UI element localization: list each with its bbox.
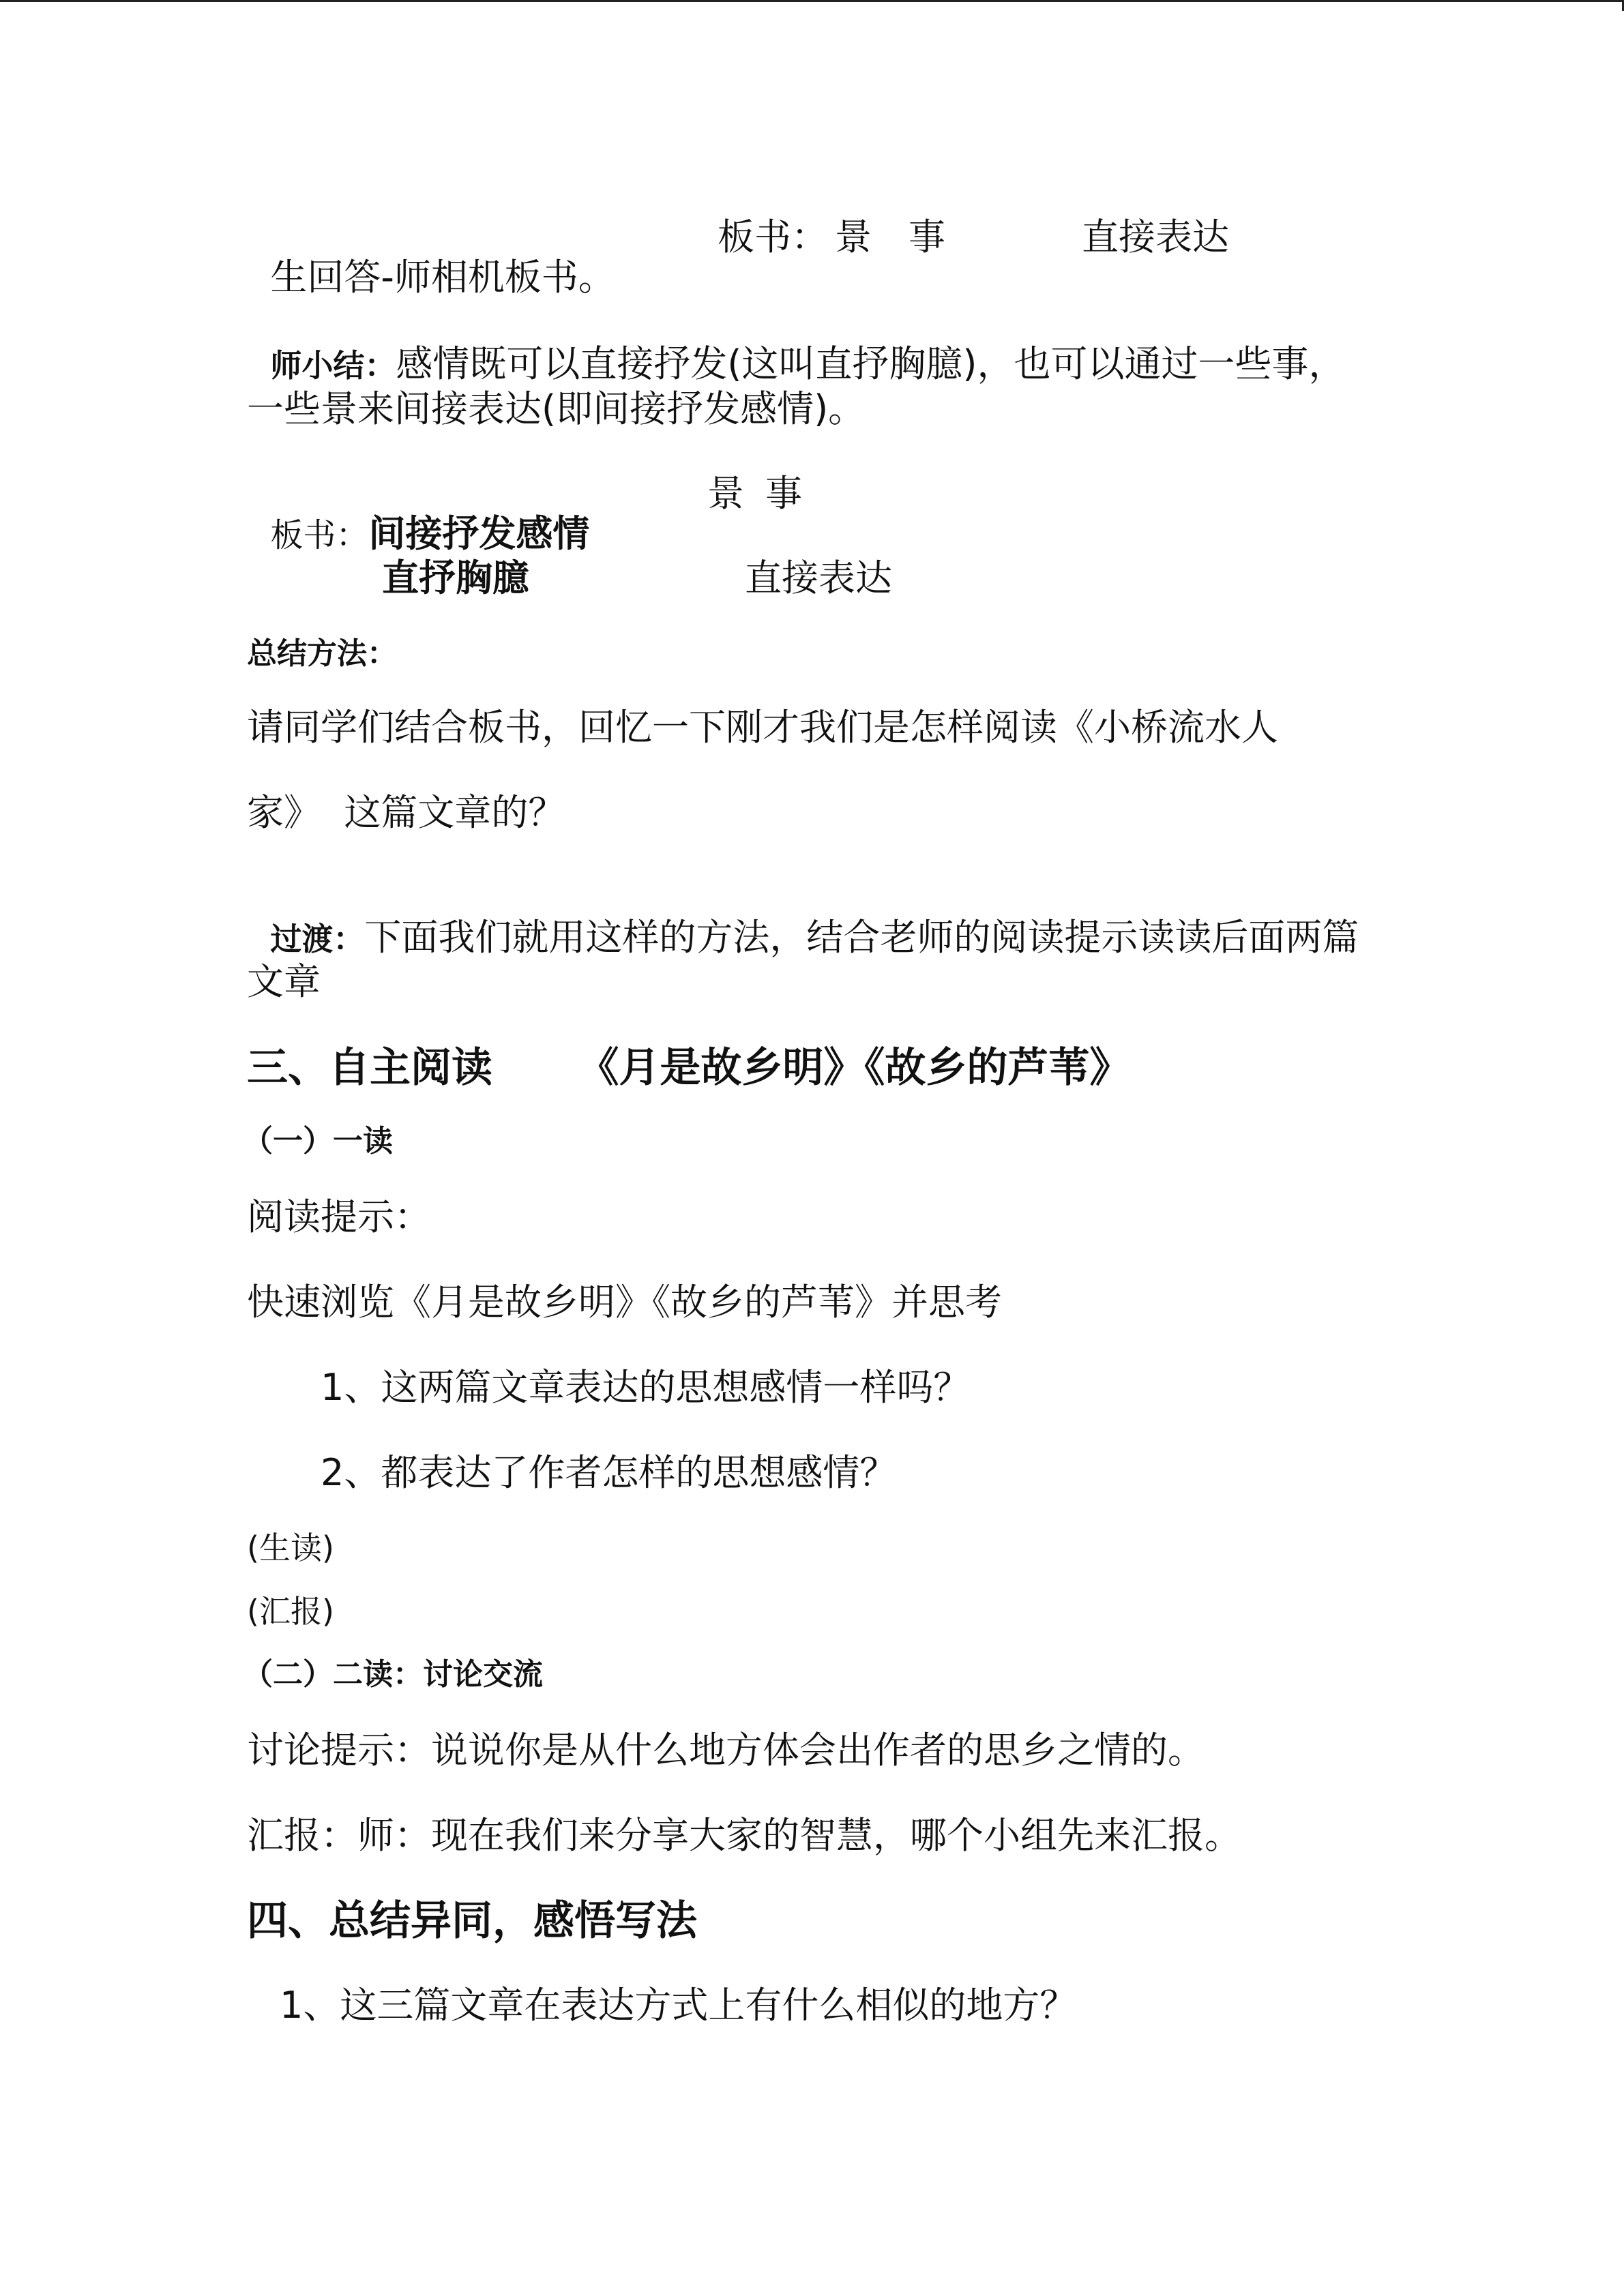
line-recall-1: 请同学们结合板书，回忆一下刚才我们是怎样阅读《小桥流水人 [247, 706, 1278, 749]
line-board-indirect [247, 472, 802, 636]
question-2: 2、都表达了作者怎样的思想感情？ [321, 1451, 897, 1494]
transition-text: 下面我们就用这样的方法，结合老师的阅读提示读读后面两篇 [364, 916, 1359, 959]
section-three-heading: 三、自主阅读 《月是故乡明》《故乡的芦苇》 [247, 1044, 1131, 1092]
line-recall-2: 家》 这篇文章的？ [247, 791, 565, 834]
board-jing: 景 [835, 215, 872, 258]
board-shi-2: 事 [765, 472, 802, 515]
line-articles: 文章 [247, 960, 321, 1003]
subsection-second-read: （二）二读：讨论交流 [243, 1657, 543, 1692]
line-report: (汇报) [247, 1593, 334, 1630]
line-teacher-summary [247, 303, 1345, 385]
board-direct-bold: 直抒胸臆 [382, 556, 529, 599]
summary-method-heading: 总结方法： [247, 636, 397, 671]
question-3: 1、这三篇文章在表达方式上有什么相似的地方？ [280, 1984, 1077, 2027]
board-indirect-bold: 间接抒发感情 [368, 511, 590, 556]
teacher-summary-text: 感情既可以直接抒发(这叫直抒胸臆)，也可以通过一些事， [396, 342, 1346, 386]
student-answer-text: 生回答-师相机板书。 [270, 256, 615, 299]
page-top-border [0, 0, 1624, 2]
line-share-report: 汇报：师：现在我们来分享大家的智慧，哪个小组先来汇报。 [247, 1814, 1241, 1857]
line-transition [247, 877, 1359, 958]
board-shi: 事 [909, 215, 945, 258]
line-indirect-expression: 一些景来间接表达(即间接抒发感情)。 [247, 387, 866, 430]
line-reading-tips: 阅读提示： [247, 1195, 431, 1238]
line-discussion-tips: 讨论提示：说说你是从什么地方体会出作者的思乡之情的。 [247, 1729, 1205, 1772]
board-direct-right: 直接表达 [745, 556, 892, 599]
subsection-first-read: （一）一读 [243, 1124, 393, 1159]
line-student-read: (生读) [247, 1530, 334, 1566]
teacher-summary-label: 师小结： [270, 347, 396, 385]
board-label-2: 板书： [270, 516, 369, 555]
question-1: 1、这两篇文章表达的思想感情一样吗？ [321, 1366, 971, 1409]
section-four-heading: 四、总结异同，感悟写法 [247, 1897, 697, 1945]
board-zhijie: 直接表达 [1082, 215, 1229, 258]
board-jing-2: 景 [707, 472, 744, 515]
transition-label: 过渡： [270, 921, 365, 958]
board-label: 板书： [718, 215, 828, 258]
line-browse: 快速浏览《月是故乡明》《故乡的芦苇》并思考 [247, 1281, 1002, 1324]
